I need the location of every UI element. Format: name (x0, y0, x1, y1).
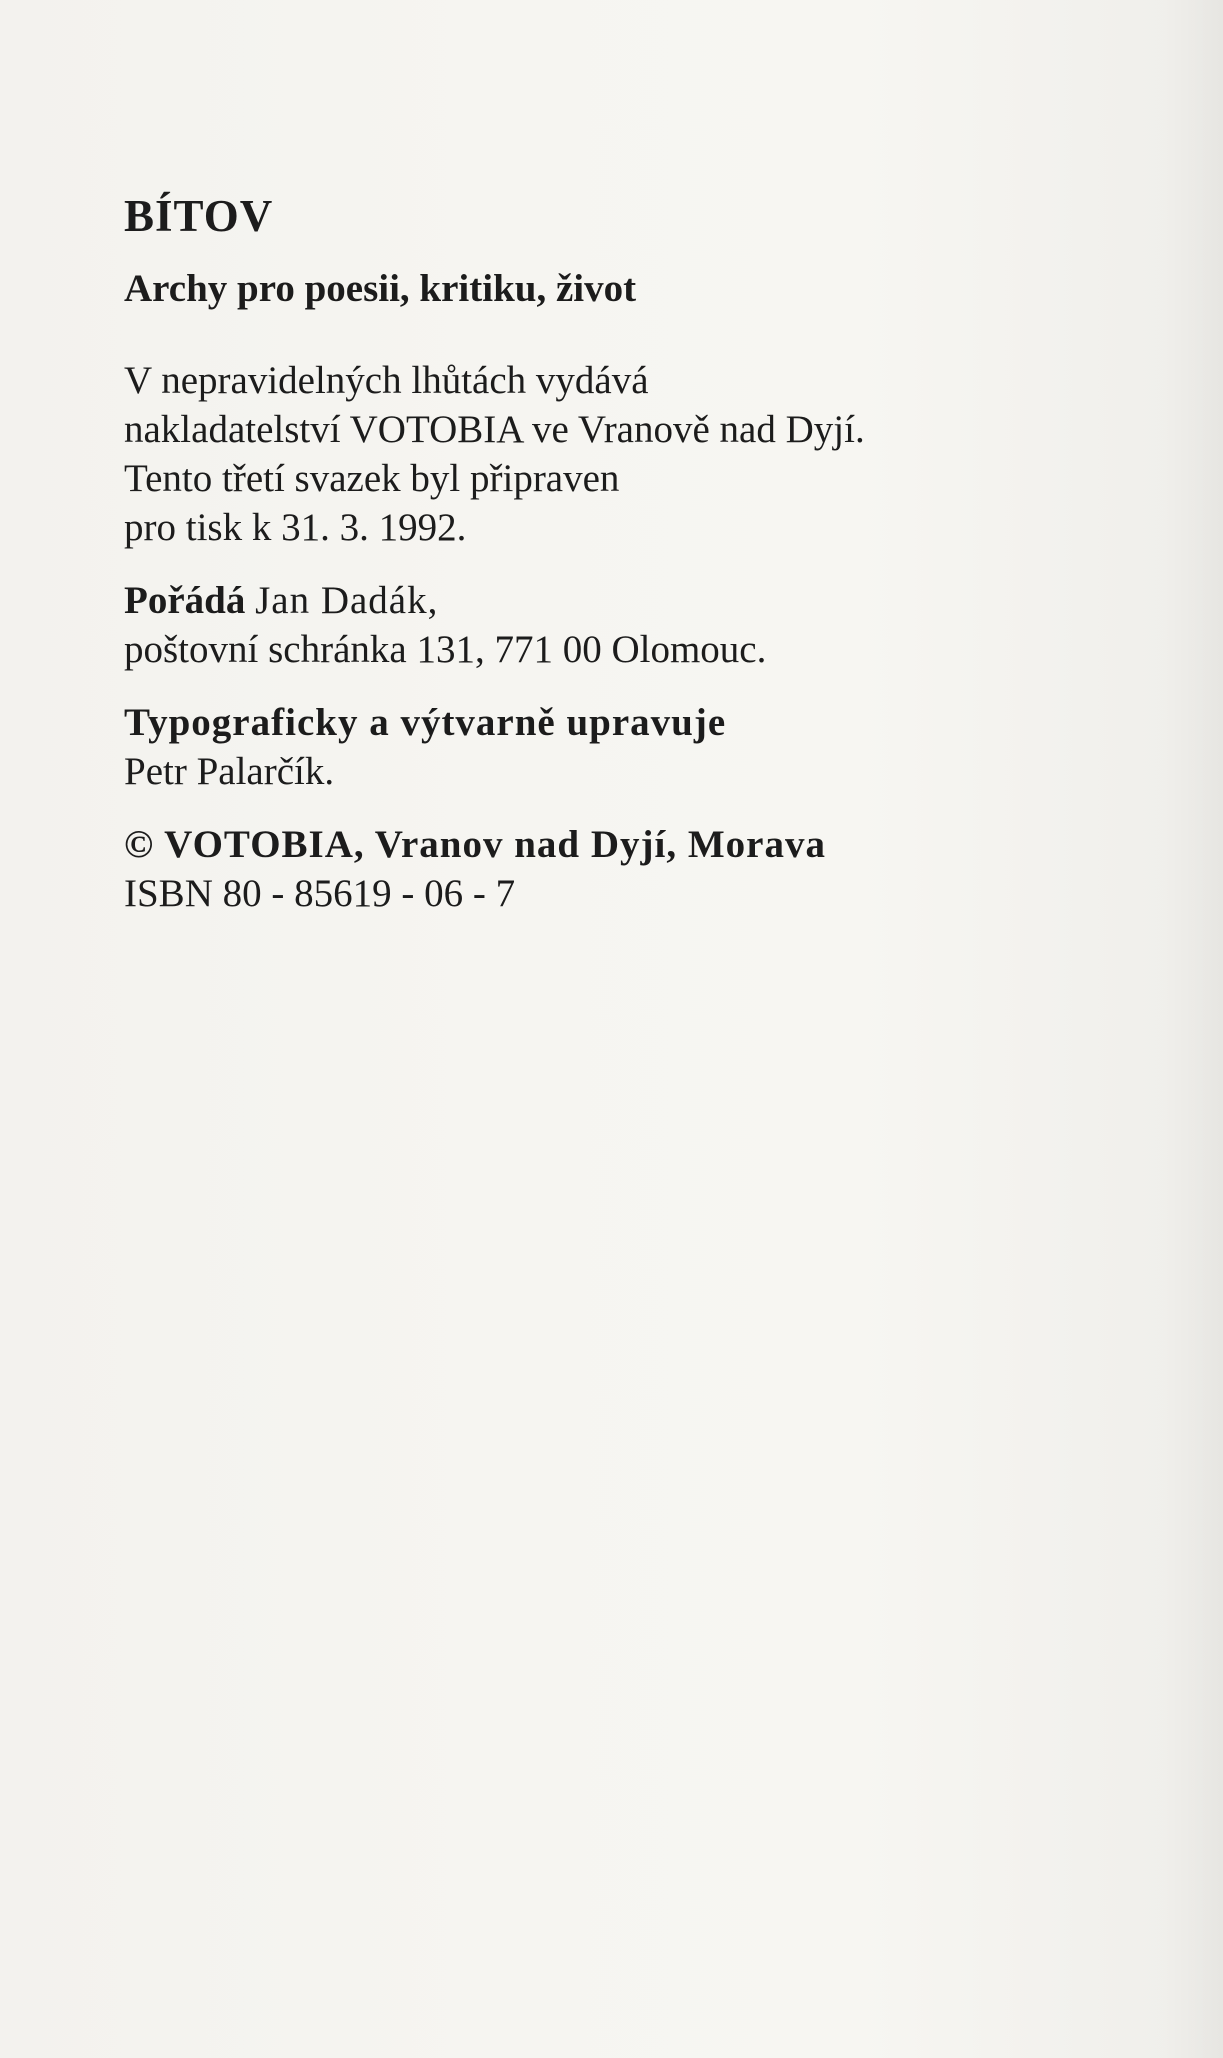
subtitle: Archy pro poesii, kritiku, život (124, 267, 637, 310)
design-info (124, 698, 1124, 796)
colophon (124, 188, 1124, 918)
editor-line (124, 576, 1124, 625)
designer-name: Petr Palarčík. (124, 750, 335, 793)
publishing-line: nakladatelství VOTOBIA ve Vranově nad Dyjí. (124, 408, 865, 451)
editor-label: Pořádá (124, 579, 246, 622)
publishing-line: V nepravidelných lhůtách vydává (124, 359, 649, 402)
publishing-line: Tento třetí svazek byl připraven (124, 457, 620, 500)
isbn: ISBN 80 - 85619 - 06 - 7 (124, 872, 516, 915)
copyright-notice: © VOTOBIA, Vranov nad Dyjí, Morava (124, 823, 826, 866)
editor-info (124, 576, 1124, 674)
editor-name: Jan Dadák, (255, 579, 439, 622)
page-title: BÍTOV (124, 191, 274, 241)
design-label: Typograficky a výtvarně upravuje (124, 701, 727, 744)
publishing-line: pro tisk k 31. 3. 1992. (124, 506, 467, 549)
copyright-info (124, 820, 1124, 918)
editor-address: poštovní schránka 131, 771 00 Olomouc. (124, 628, 767, 671)
publishing-info (124, 356, 1124, 552)
